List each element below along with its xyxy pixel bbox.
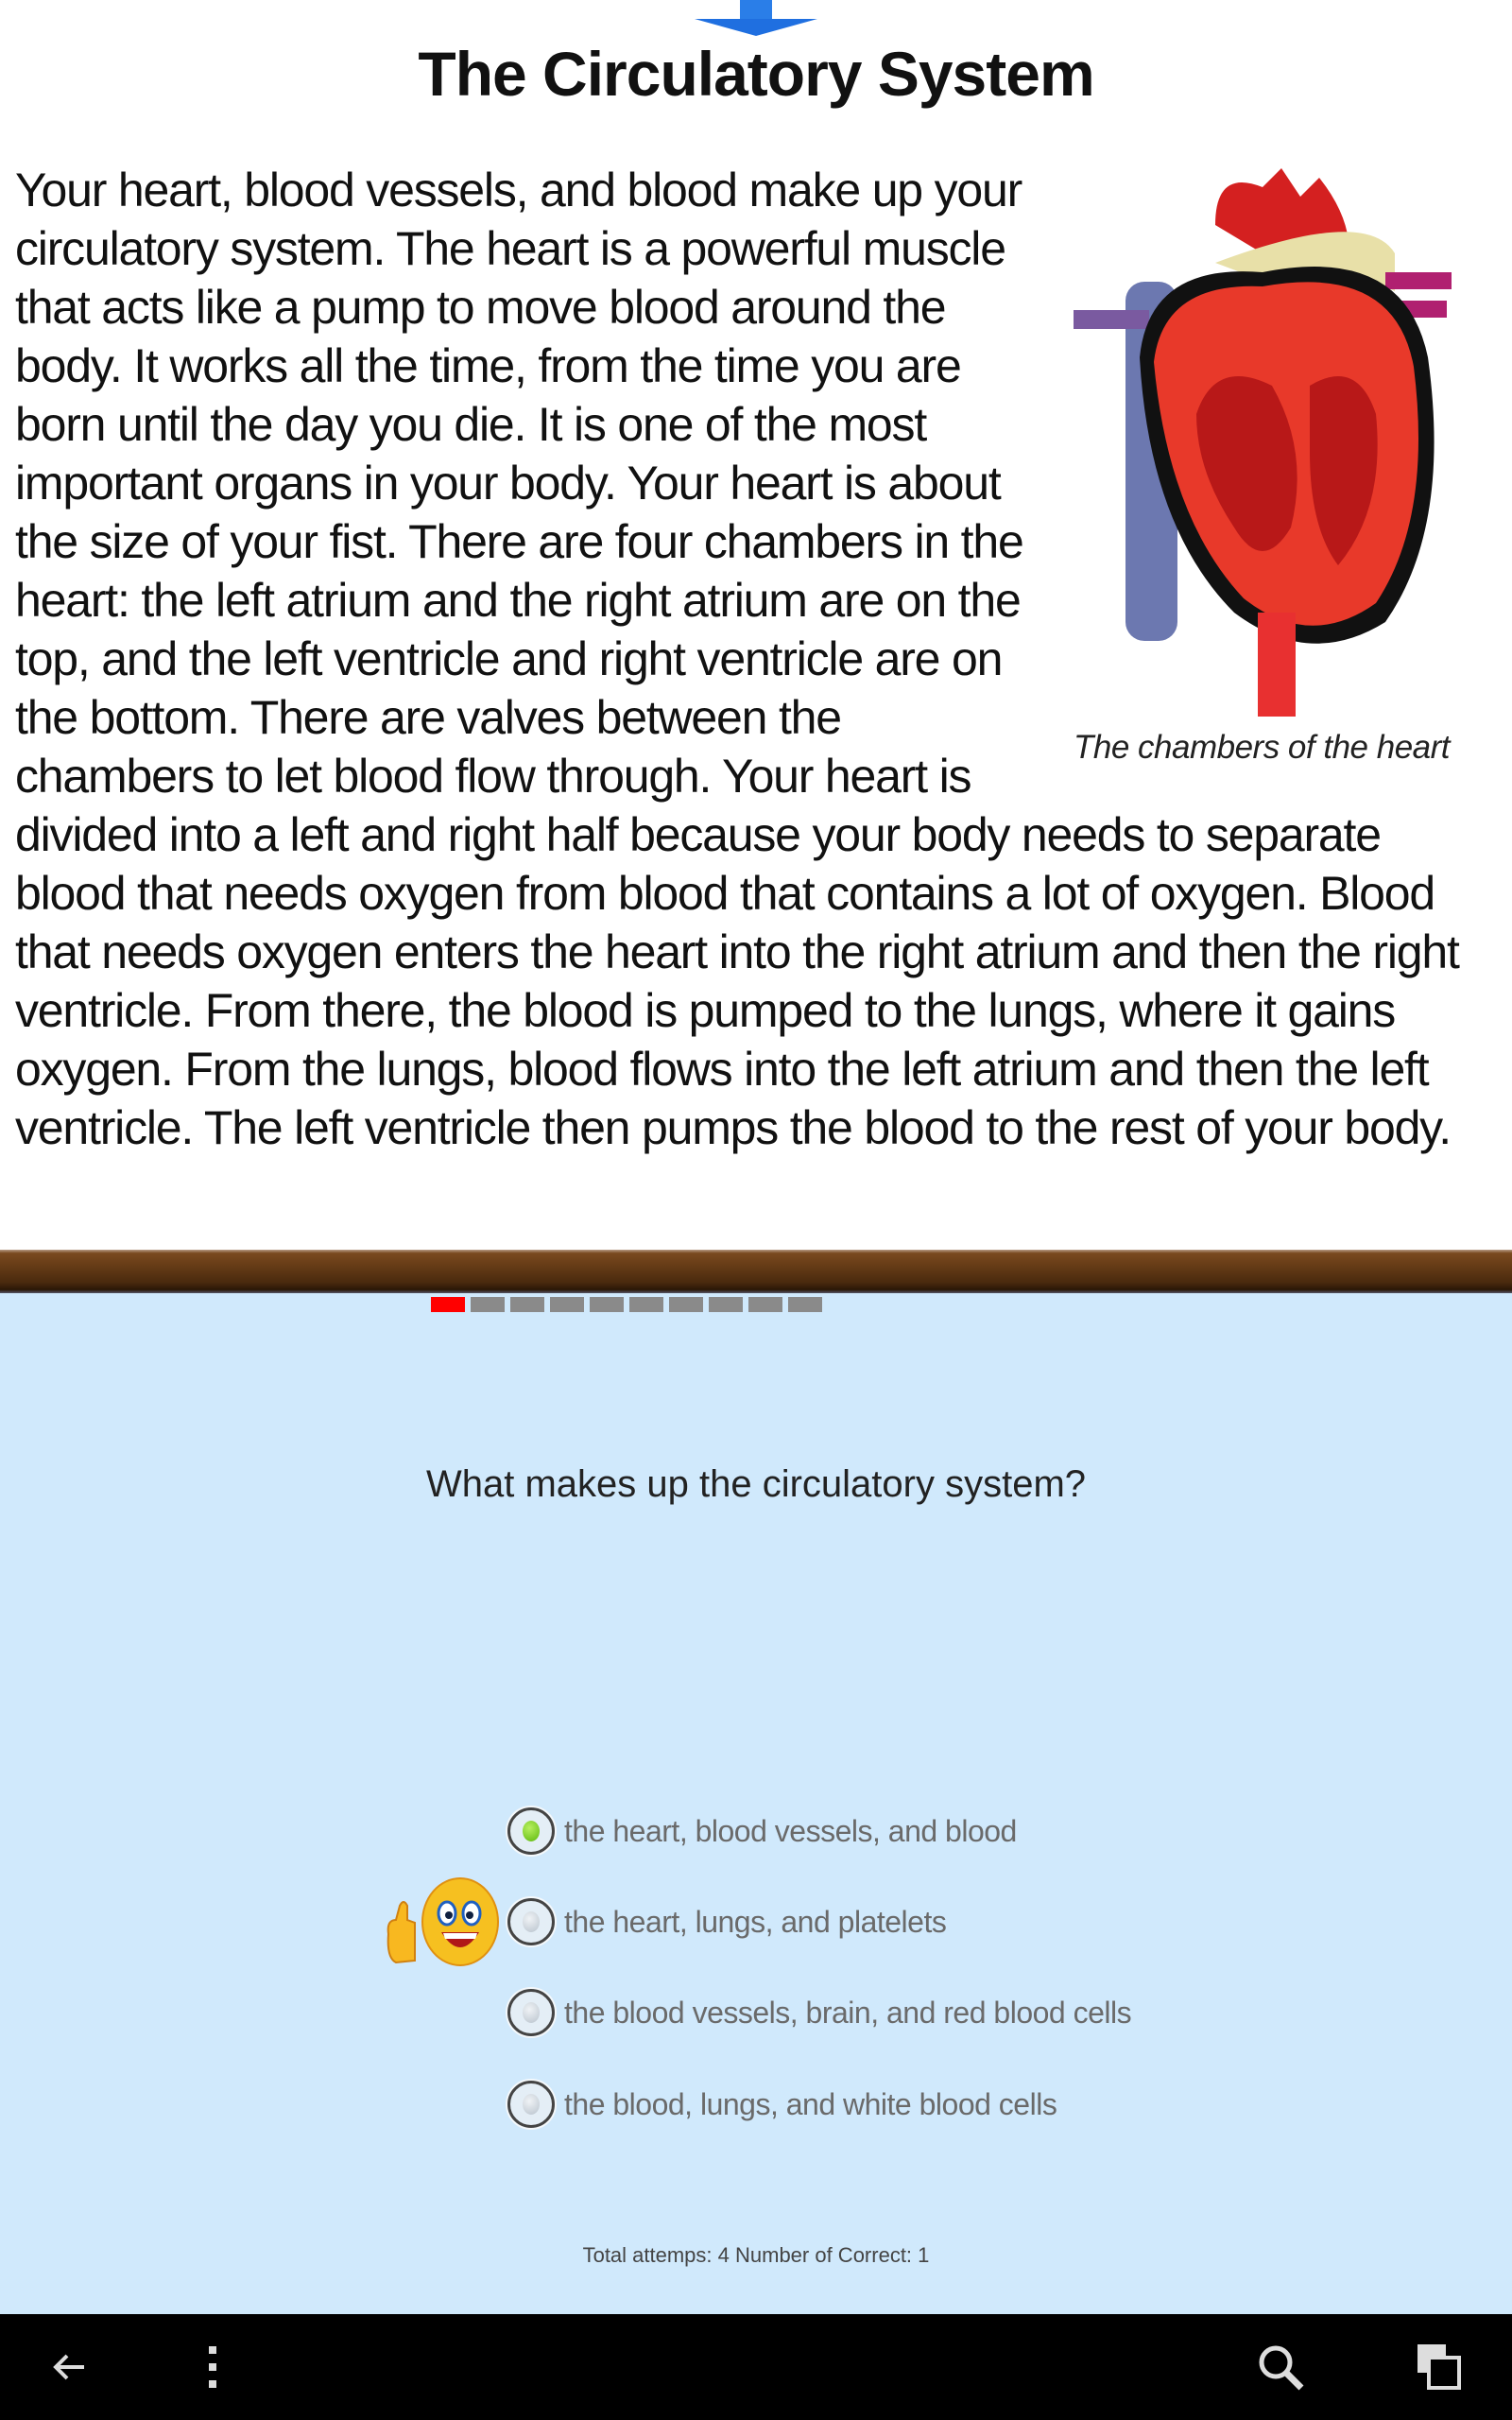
system-nav-bar: [0, 2314, 1512, 2420]
progress-segment: [590, 1297, 624, 1312]
article-body: [15, 161, 1470, 1157]
progress-segment: [629, 1297, 663, 1312]
radio-indicator: [523, 2094, 540, 2115]
progress-segment: [788, 1297, 822, 1312]
heart-figure: [1074, 168, 1470, 768]
radio-indicator: [523, 1821, 540, 1841]
progress-segment: [748, 1297, 782, 1312]
back-icon[interactable]: [43, 2341, 95, 2394]
progress-segment: [550, 1297, 584, 1312]
recents-icon[interactable]: [1412, 2341, 1465, 2394]
option-label[interactable]: the blood vessels, brain, and red blood cells: [564, 1995, 1132, 2030]
option-label[interactable]: the heart, lungs, and platelets: [564, 1904, 947, 1939]
radio-button[interactable]: [507, 1807, 555, 1855]
answer-option[interactable]: [507, 1986, 1131, 2039]
radio-button[interactable]: [507, 1989, 555, 2036]
answer-option[interactable]: [507, 2078, 1057, 2131]
heart-diagram-image: [1074, 168, 1452, 717]
radio-button[interactable]: [507, 1898, 555, 1945]
quiz-panel: [0, 1293, 1512, 2314]
progress-segment: [471, 1297, 505, 1312]
quiz-stats: Total attemps: 4 Number of Correct: 1: [582, 2243, 930, 2267]
progress-segment: [431, 1297, 465, 1312]
progress-segment: [709, 1297, 743, 1312]
section-divider: [0, 1250, 1512, 1293]
progress-segment: [669, 1297, 703, 1312]
question-progress: [431, 1297, 822, 1312]
answer-option[interactable]: [507, 1895, 946, 1948]
figure-caption: The chambers of the heart: [1074, 729, 1450, 766]
progress-segment: [510, 1297, 544, 1312]
option-label[interactable]: the heart, blood vessels, and blood: [564, 1813, 1017, 1848]
option-label[interactable]: the blood, lungs, and white blood cells: [564, 2086, 1057, 2121]
search-icon[interactable]: [1254, 2341, 1307, 2394]
radio-button[interactable]: [507, 2081, 555, 2128]
page-title: The Circulatory System: [418, 39, 1094, 109]
article-text: Your heart, blood vessels, and blood make up your circulatory system. The heart is a powerful muscle that acts like a pump to move blood around the body. It works all the time, from the time you are born until the day you die. It is one of the most important organs in your body. Your heart is about the size of your fist. There are four chambers in the heart: the left atrium and the right atrium are on the top, and the left ventricle and right ventricle are on the bottom. There are valves between the chambers to let blood flow through. Your heart is divided into a left and right half because your body needs to separate blood that needs oxygen from blood that contains a lot of oxygen. Blood that needs oxygen enters the heart into the right atrium and then the right ventricle. From there, the blood is pumped to the lungs, where it gains oxygen. From the lungs, blood flows into the left atrium and then the left ventricle. The left ventricle then pumps the blood to the rest of your body.: [15, 164, 1459, 1154]
radio-indicator: [523, 1911, 540, 1932]
radio-indicator: [523, 2002, 540, 2023]
menu-icon[interactable]: [186, 2341, 239, 2394]
scroll-down-arrow-icon[interactable]: [695, 0, 817, 38]
thumbs-up-smiley-icon: [383, 1877, 501, 1967]
answer-option[interactable]: [507, 1805, 1017, 1858]
quiz-question: What makes up the circulatory system?: [425, 1463, 1087, 1505]
